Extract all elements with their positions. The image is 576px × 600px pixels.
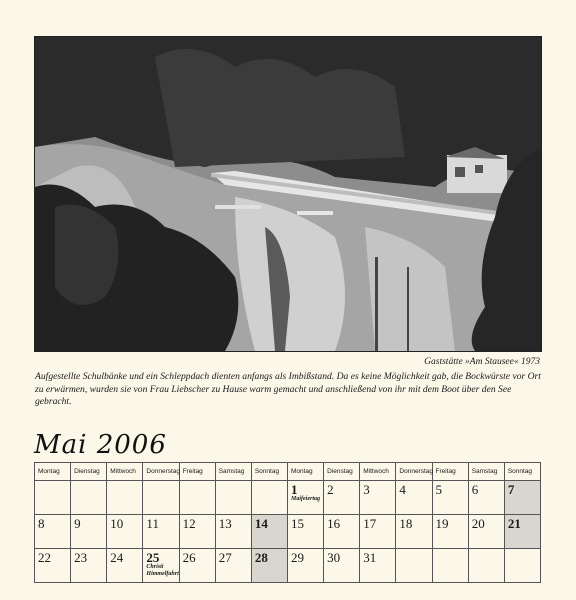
day-cell bbox=[179, 515, 215, 549]
day-cell bbox=[396, 515, 432, 549]
empty-day-cell bbox=[143, 481, 179, 515]
photo-description: Aufgestellte Schulbänke und ein Schleppdach dienten anfangs als Imbißstand. Da es keine Möglichkeit gab, die Bockwürste vor Ort zu erwärmen, wurden sie von Frau Liebscher zu Hause warm gemacht und anschließend von ihr mit dem Boot über den See gebracht. bbox=[35, 371, 541, 407]
day-cell bbox=[179, 549, 215, 583]
day-number: 9 bbox=[74, 516, 81, 531]
day-cell bbox=[324, 481, 360, 515]
day-cell bbox=[71, 515, 107, 549]
empty-day-cell bbox=[35, 481, 71, 515]
day-number: 26 bbox=[182, 550, 196, 565]
photo-caption: Gaststätte »Am Stausee« 1973 bbox=[424, 357, 540, 367]
day-number: 18 bbox=[399, 516, 413, 531]
day-number: 23 bbox=[74, 550, 88, 565]
holiday-note: Maifeiertag bbox=[290, 496, 320, 502]
day-cell bbox=[143, 515, 179, 549]
day-cell bbox=[468, 515, 504, 549]
day-cell bbox=[251, 515, 287, 549]
day-cell bbox=[287, 481, 323, 515]
day-number: 11 bbox=[146, 516, 159, 531]
weekday-header: Samstag bbox=[215, 463, 251, 481]
day-cell bbox=[107, 549, 143, 583]
empty-day-cell bbox=[107, 481, 143, 515]
day-number: 16 bbox=[327, 516, 341, 531]
weekday-header: Dienstag bbox=[324, 463, 360, 481]
weekday-header: Mittwoch bbox=[360, 463, 396, 481]
calendar-week-row bbox=[35, 549, 541, 583]
day-cell bbox=[251, 549, 287, 583]
day-number: 4 bbox=[399, 482, 406, 497]
day-cell bbox=[215, 549, 251, 583]
empty-day-cell bbox=[215, 481, 251, 515]
day-cell bbox=[215, 515, 251, 549]
day-number: 7 bbox=[507, 482, 515, 497]
day-cell bbox=[468, 481, 504, 515]
empty-day-cell bbox=[504, 549, 540, 583]
day-cell bbox=[360, 549, 396, 583]
day-cell bbox=[360, 481, 396, 515]
day-number: 10 bbox=[110, 516, 124, 531]
holiday-note: Christi Himmelfahrt bbox=[146, 564, 179, 577]
weekday-header: Donnerstag bbox=[396, 463, 432, 481]
calendar-body bbox=[35, 481, 541, 583]
day-number: 6 bbox=[471, 482, 479, 497]
day-number: 30 bbox=[327, 550, 341, 565]
day-cell bbox=[324, 515, 360, 549]
day-number: 15 bbox=[290, 516, 304, 531]
day-cell bbox=[504, 481, 540, 515]
historic-photo bbox=[34, 36, 542, 352]
day-cell bbox=[35, 515, 71, 549]
day-cell bbox=[287, 515, 323, 549]
calendar-week-row bbox=[35, 481, 541, 515]
day-number: 20 bbox=[471, 516, 485, 531]
weekday-header: Freitag bbox=[179, 463, 215, 481]
weekday-header: Sonntag bbox=[251, 463, 287, 481]
day-number: 28 bbox=[254, 550, 268, 565]
empty-day-cell bbox=[251, 481, 287, 515]
weekday-header: Montag bbox=[35, 463, 71, 481]
month-title: Mai 2006 bbox=[34, 430, 167, 460]
day-number: 25 bbox=[146, 550, 160, 565]
day-number: 2 bbox=[327, 482, 334, 497]
day-cell bbox=[504, 515, 540, 549]
day-cell bbox=[432, 481, 468, 515]
day-number: 17 bbox=[363, 516, 377, 531]
day-cell bbox=[396, 481, 432, 515]
weekday-header: Mittwoch bbox=[107, 463, 143, 481]
calendar-week-row bbox=[35, 515, 541, 549]
day-number: 13 bbox=[218, 516, 232, 531]
weekday-header: Freitag bbox=[432, 463, 468, 481]
day-cell bbox=[35, 549, 71, 583]
day-cell bbox=[432, 515, 468, 549]
lake-scene-illustration bbox=[35, 37, 541, 351]
day-cell bbox=[107, 515, 143, 549]
weekday-header: Donnerstag bbox=[143, 463, 179, 481]
day-cell bbox=[360, 515, 396, 549]
empty-day-cell bbox=[432, 549, 468, 583]
day-number: 31 bbox=[363, 550, 377, 565]
weekday-header: Dienstag bbox=[71, 463, 107, 481]
day-number: 1 bbox=[290, 482, 298, 497]
day-number: 3 bbox=[363, 482, 370, 497]
weekday-header: Samstag bbox=[468, 463, 504, 481]
day-number: 12 bbox=[182, 516, 196, 531]
weekday-header: Sonntag bbox=[504, 463, 540, 481]
weekday-header-row bbox=[35, 463, 541, 481]
day-number: 5 bbox=[435, 482, 443, 497]
day-number: 24 bbox=[110, 550, 124, 565]
day-number: 29 bbox=[290, 550, 304, 565]
day-number: 8 bbox=[38, 516, 45, 531]
day-number: 27 bbox=[218, 550, 232, 565]
day-cell bbox=[71, 549, 107, 583]
empty-day-cell bbox=[468, 549, 504, 583]
empty-day-cell bbox=[71, 481, 107, 515]
day-cell bbox=[143, 549, 179, 583]
day-cell bbox=[324, 549, 360, 583]
day-cell bbox=[287, 549, 323, 583]
weekday-header: Montag bbox=[287, 463, 323, 481]
empty-day-cell bbox=[396, 549, 432, 583]
day-number: 19 bbox=[435, 516, 449, 531]
calendar-grid bbox=[34, 462, 541, 583]
day-number: 22 bbox=[38, 550, 51, 565]
day-number: 21 bbox=[507, 516, 521, 531]
empty-day-cell bbox=[179, 481, 215, 515]
day-number: 14 bbox=[254, 516, 268, 531]
